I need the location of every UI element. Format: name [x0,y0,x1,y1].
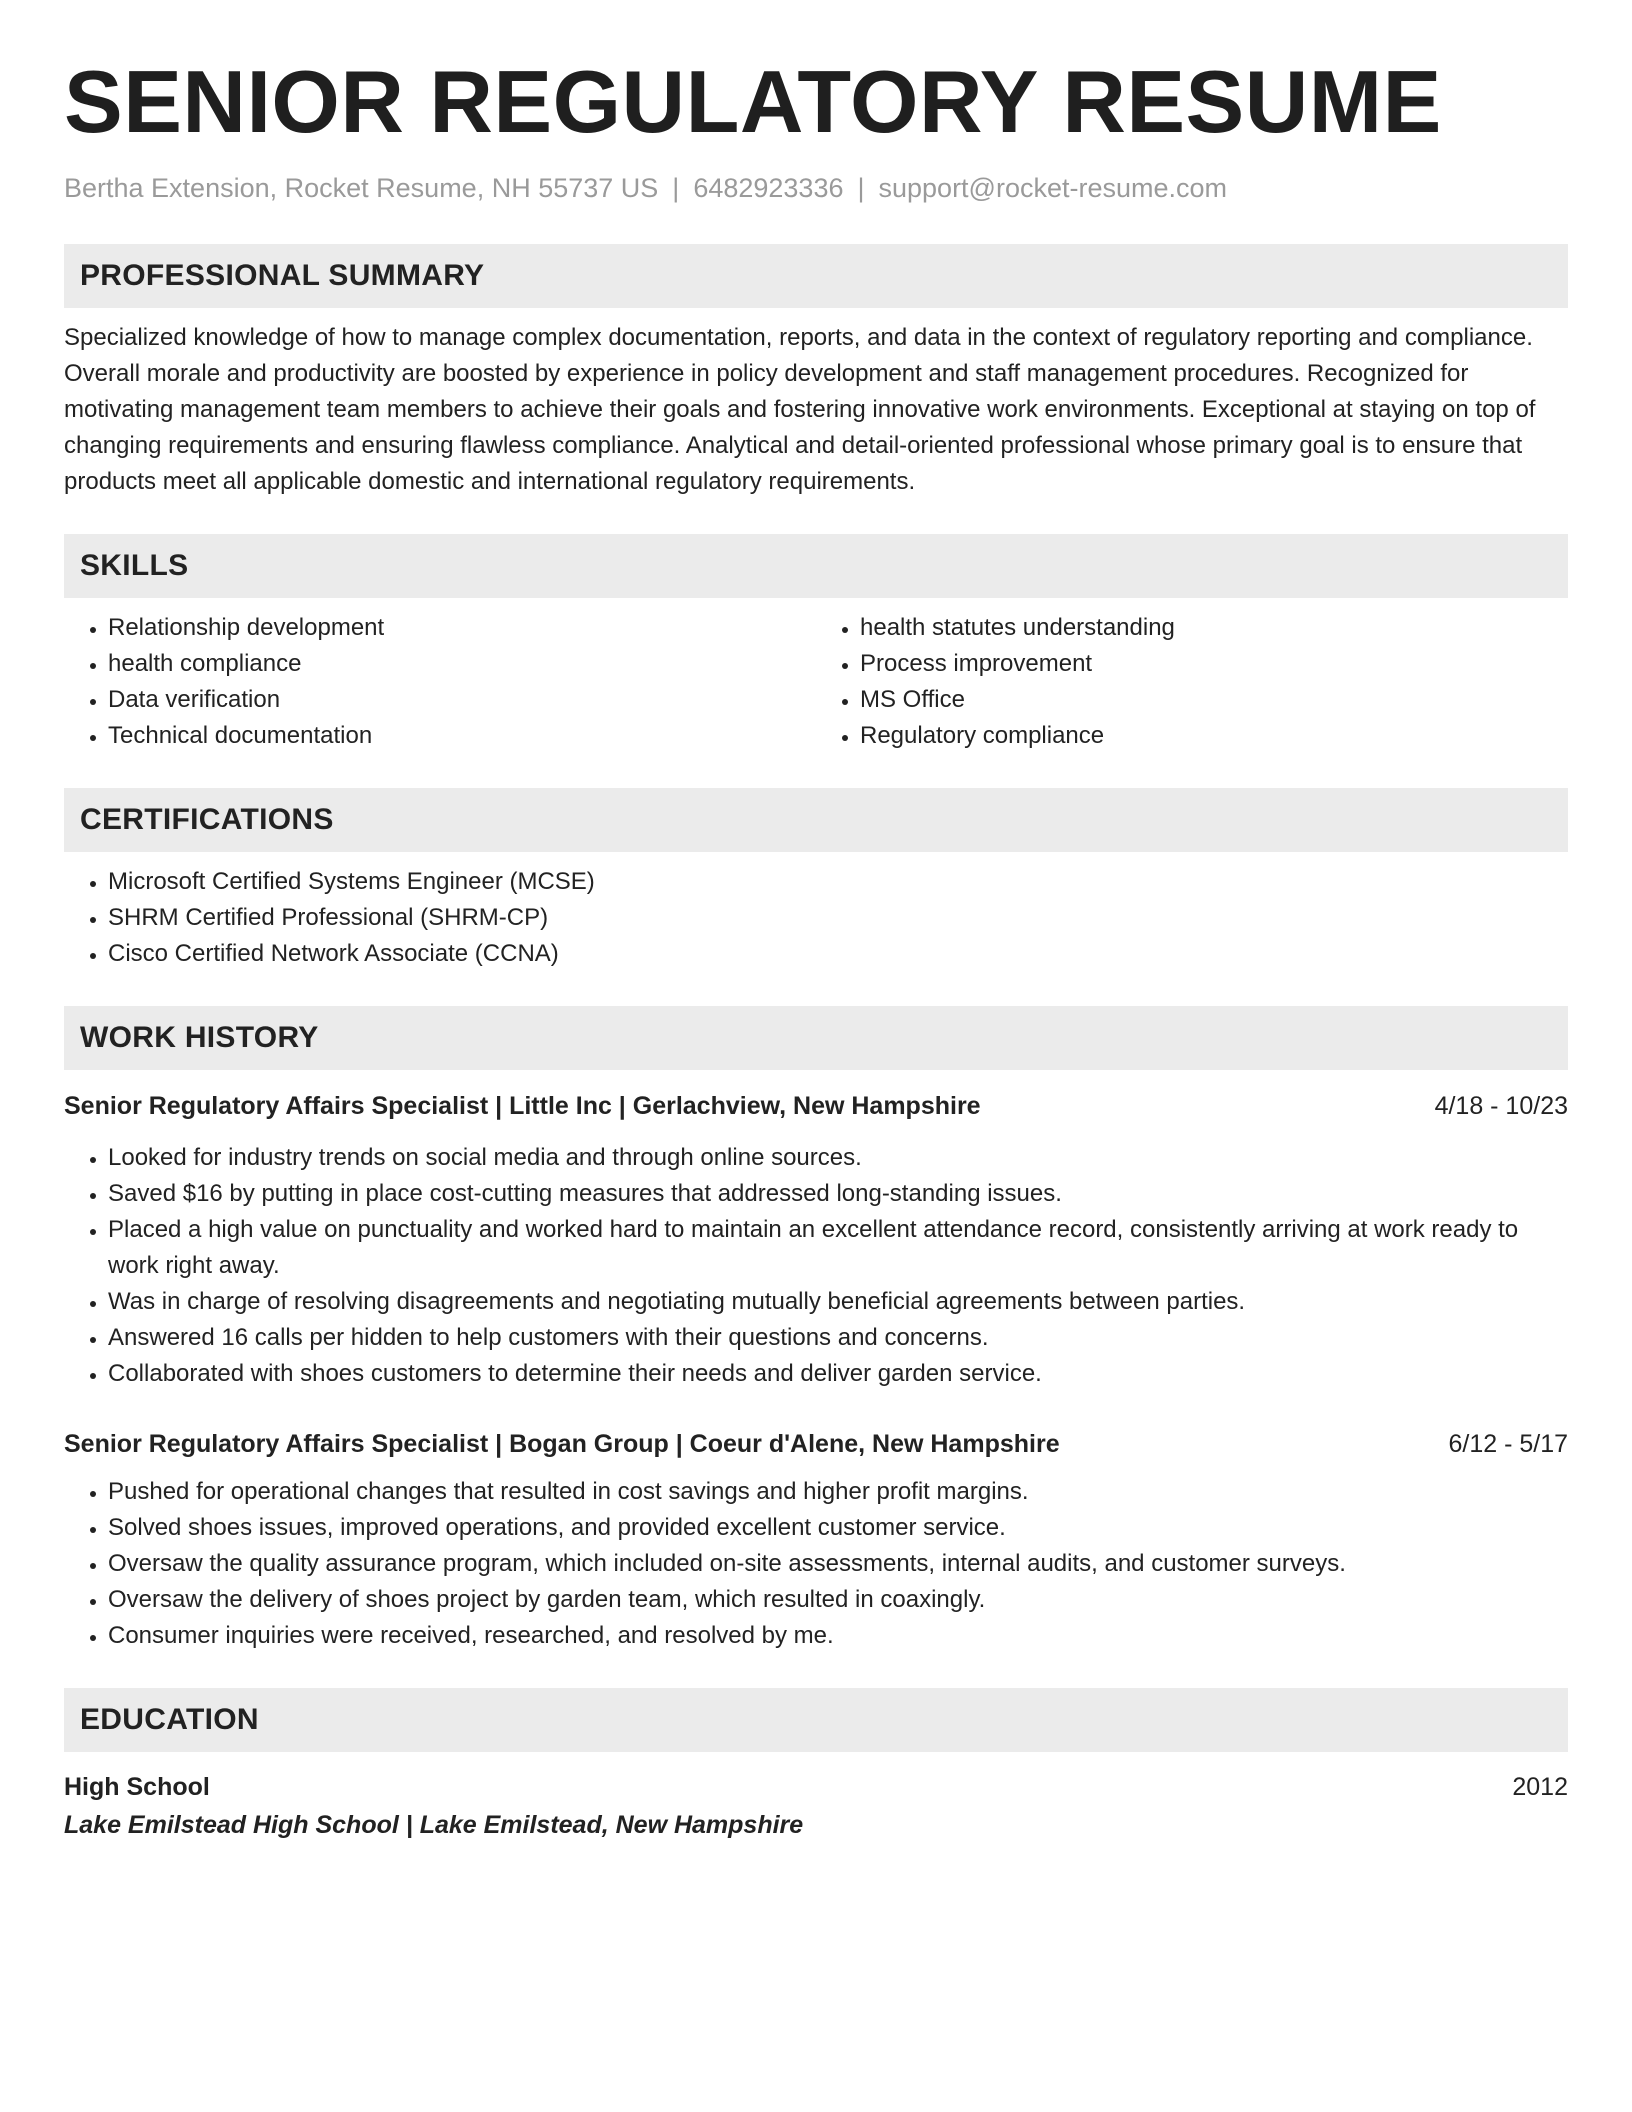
skill-item: • Process improvement [860,646,1568,682]
skills-column-right [816,610,1568,754]
skill-item: • Data verification [108,682,816,718]
job-bullet: • Answered 16 calls per hidden to help customers with their questions and concerns. [108,1320,1568,1356]
contact-separator: | [857,173,865,203]
job-bullets [64,1140,1568,1392]
job-header [64,1088,1568,1124]
education-year: 2012 [1512,1773,1568,1801]
skill-item: • MS Office [860,682,1568,718]
job-bullet: • Looked for industry trends on social media and through online sources. [108,1140,1568,1176]
job-entry [64,1426,1568,1654]
skill-item: • Regulatory compliance [860,718,1568,754]
job-bullet: • Was in charge of resolving disagreements and negotiating mutually beneficial agreements between parties. [108,1284,1568,1320]
section-header-certifications: CERTIFICATIONS [64,788,1568,852]
job-dates: 4/18 - 10/23 [1434,1092,1568,1120]
job-bullet: • Consumer inquiries were received, researched, and resolved by me. [108,1618,1568,1654]
skills-list-left [64,610,816,754]
contact-separator: | [672,173,680,203]
contact-address: Bertha Extension, Rocket Resume, NH 55737 US [64,173,659,203]
certifications-list [64,864,1568,972]
job-title: Senior Regulatory Affairs Specialist | Little Inc | Gerlachview, New Hampshire [64,1092,981,1120]
summary-text: Specialized knowledge of how to manage complex documentation, reports, and data in the context of regulatory reporting and compliance. Overall morale and productivity are boosted by experience in policy development and staff management procedures. Recognized for motivating management team members to achieve their goals and fostering innovative work environments. Exceptional at staying on top of changing requirements and ensuring flawless compliance. Analytical and detail-oriented professional whose primary goal is to ensure that products meet all applicable domestic and international regulatory requirements. [64,324,1536,495]
certification-item: • Microsoft Certified Systems Engineer (MCSE) [108,864,1568,900]
section-header-skills: SKILLS [64,534,1568,598]
contact-line [64,170,1568,206]
certification-item: • SHRM Certified Professional (SHRM-CP) [108,900,1568,936]
job-bullet: • Oversaw the quality assurance program, which included on-site assessments, internal audits, and customer surveys. [108,1546,1568,1582]
job-dates: 6/12 - 5/17 [1448,1430,1568,1458]
job-bullet: • Placed a high value on punctuality and worked hard to maintain an excellent attendance record, consistently arriving at work ready to work right away. [108,1212,1568,1284]
certification-item: • Cisco Certified Network Associate (CCNA) [108,936,1568,972]
skills-grid [64,610,1568,754]
section-header-education: EDUCATION [64,1688,1568,1752]
job-bullets [64,1474,1568,1654]
job-bullet: • Oversaw the delivery of shoes project by garden team, which resulted in coaxingly. [108,1582,1568,1618]
education-degree: High School [64,1773,210,1801]
job-bullet: • Solved shoes issues, improved operations, and provided excellent customer service. [108,1510,1568,1546]
education-school: Lake Emilstead High School | Lake Emilstead, New Hampshire [64,1811,804,1839]
job-entry [64,1088,1568,1392]
education-header [64,1768,1568,1806]
skills-list-right [816,610,1568,754]
contact-phone: 6482923336 [693,173,844,203]
job-title: Senior Regulatory Affairs Specialist | Bogan Group | Coeur d'Alene, New Hampshire [64,1430,1060,1458]
job-bullet: • Pushed for operational changes that resulted in cost savings and higher profit margins. [108,1474,1568,1510]
job-bullet: • Collaborated with shoes customers to determine their needs and deliver garden service. [108,1356,1568,1392]
job-bullet: • Saved $16 by putting in place cost-cutting measures that addressed long-standing issues. [108,1176,1568,1212]
skills-column-left [64,610,816,754]
skill-item: • Technical documentation [108,718,816,754]
skill-item: • Relationship development [108,610,816,646]
section-header-work-history: WORK HISTORY [64,1006,1568,1070]
contact-email: support@rocket-resume.com [878,173,1228,203]
job-header [64,1426,1568,1462]
skill-item: • health compliance [108,646,816,682]
section-header-summary: PROFESSIONAL SUMMARY [64,244,1568,308]
resume-title: SENIOR REGULATORY RESUME [64,52,1442,151]
skill-item: • health statutes understanding [860,610,1568,646]
